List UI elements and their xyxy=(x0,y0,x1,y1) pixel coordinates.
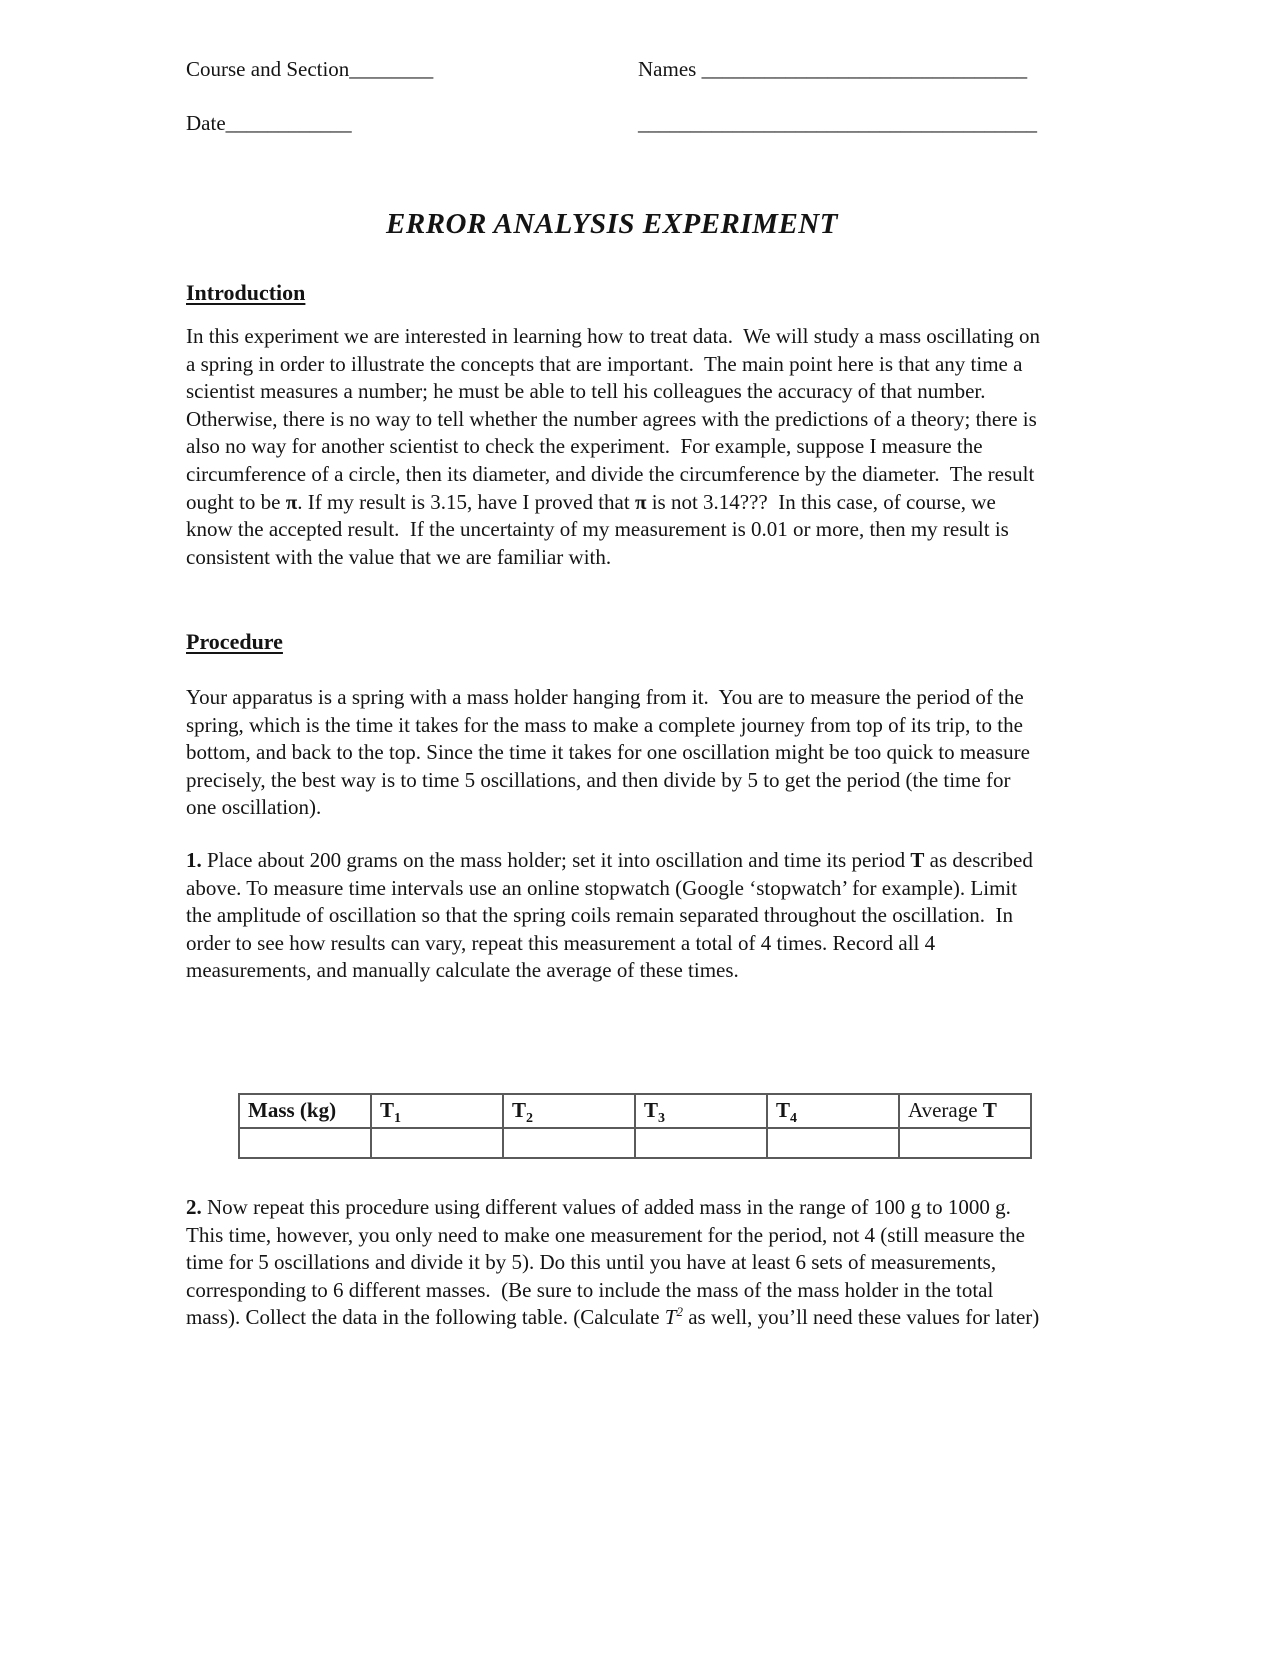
header-row-2 xyxy=(186,110,1050,138)
text-segment: Now repeat this procedure using different values of added mass in the range of 100 g to 1000 g. This time, however, you only need to make one measurement for the period, not 4 (still measure the time for 5 oscillations and divide it by 5). Do this until you have at least 6 sets of measurements, corresponding to 6 different masses. (Be sure to include the mass of the mass holder in the total mass). Collect the data in the following table. (Calculate xyxy=(186,1195,1031,1330)
date-field: Date____________ xyxy=(186,111,352,135)
section-heading-procedure: Procedure xyxy=(186,629,283,654)
column-header-t4 xyxy=(767,1094,899,1128)
pi-symbol: π xyxy=(634,489,647,514)
text-segment: is not 3.14??? In this case, of course, we know the accepted result. If the uncertainty of my measurement is 0.01 or more, then my result is consistent with the value that we are familiar with. xyxy=(186,489,1015,569)
column-label: Mass (kg) xyxy=(248,1098,337,1123)
exponent: 2 xyxy=(676,1304,683,1320)
intro-paragraph xyxy=(186,323,1046,571)
measurement-table xyxy=(238,1093,1032,1159)
step-2-paragraph xyxy=(186,1194,1042,1332)
step-number: 1. xyxy=(186,848,202,872)
column-label: T xyxy=(776,1098,791,1123)
step-1-paragraph xyxy=(186,847,1042,985)
header-row-1 xyxy=(186,56,1050,84)
names-field-2: ______________________________________ xyxy=(638,111,1037,135)
table-cell-empty xyxy=(239,1128,371,1158)
column-header-mass xyxy=(239,1094,371,1128)
table-header-row xyxy=(239,1094,1031,1128)
period-symbol: T xyxy=(664,1305,677,1330)
column-label: T xyxy=(512,1098,527,1123)
procedure-paragraph: Your apparatus is a spring with a mass holder hanging from it. You are to measure the period of the spring, which is the time it takes for the mass to make a complete journey from top of its trip, to the bottom, and back to the top. Since the time it takes for one oscillation might be too quick to measure precisely, the best way is to time 5 oscillations, and then divide by 5 to get the period (the time for one oscillation). xyxy=(186,685,1036,820)
text-segment: as well, you’ll need these values for later) xyxy=(682,1305,1040,1330)
text-segment: as described above. To measure time intervals use an online stopwatch (Google ‘stopwatch’ for example). Limit the amplitude of oscillation so that the spring coils remain separated throughout the oscillation. In order to see how results can vary, repeat this measurement a total of 4 times. Record all 4 measurements, and manually calculate the average of these times. xyxy=(186,848,1039,983)
column-label: T xyxy=(982,1098,997,1123)
names-field: Names _______________________________ xyxy=(638,57,1028,81)
pi-symbol: π xyxy=(285,489,298,514)
subscript: 2 xyxy=(526,1111,534,1127)
column-header-average-t xyxy=(899,1094,1031,1128)
section-heading-introduction: Introduction xyxy=(186,280,306,305)
column-label: T xyxy=(380,1098,395,1123)
table-cell-empty xyxy=(635,1128,767,1158)
column-label: T xyxy=(644,1098,659,1123)
table-row xyxy=(239,1128,1031,1158)
period-symbol: T xyxy=(910,848,925,872)
page-title: ERROR ANALYSIS EXPERIMENT xyxy=(386,208,838,240)
text-segment: In this experiment we are interested in learning how to treat data. We will study a mass oscillating on a spring in order to illustrate the concepts that are important. The main point here is that any time a scientist measures a number; he must be able to tell his colleagues the accuracy of that number. Otherwise, there is no way to tell whether the number agrees with the predictions of a theory; there is also no way for another scientist to check the experiment. For example, suppose I measure the circumference of a circle, then its diameter, and divide the circumference by the diameter. The result ought to be xyxy=(186,324,1046,514)
column-header-t2 xyxy=(503,1094,635,1128)
table-cell-empty xyxy=(371,1128,503,1158)
text-segment: Place about 200 grams on the mass holder; set it into oscillation and time its period xyxy=(201,848,911,872)
subscript: 3 xyxy=(658,1111,666,1127)
table-cell-empty xyxy=(503,1128,635,1158)
course-section-field: Course and Section________ xyxy=(186,57,434,81)
table-cell-empty xyxy=(899,1128,1031,1158)
column-label: Average xyxy=(908,1098,983,1123)
subscript: 4 xyxy=(790,1111,798,1127)
column-header-t3 xyxy=(635,1094,767,1128)
step-number: 2. xyxy=(186,1195,202,1219)
subscript: 1 xyxy=(394,1111,402,1127)
table-cell-empty xyxy=(767,1128,899,1158)
column-header-t1 xyxy=(371,1094,503,1128)
text-segment: . If my result is 3.15, have I proved that xyxy=(297,489,635,514)
